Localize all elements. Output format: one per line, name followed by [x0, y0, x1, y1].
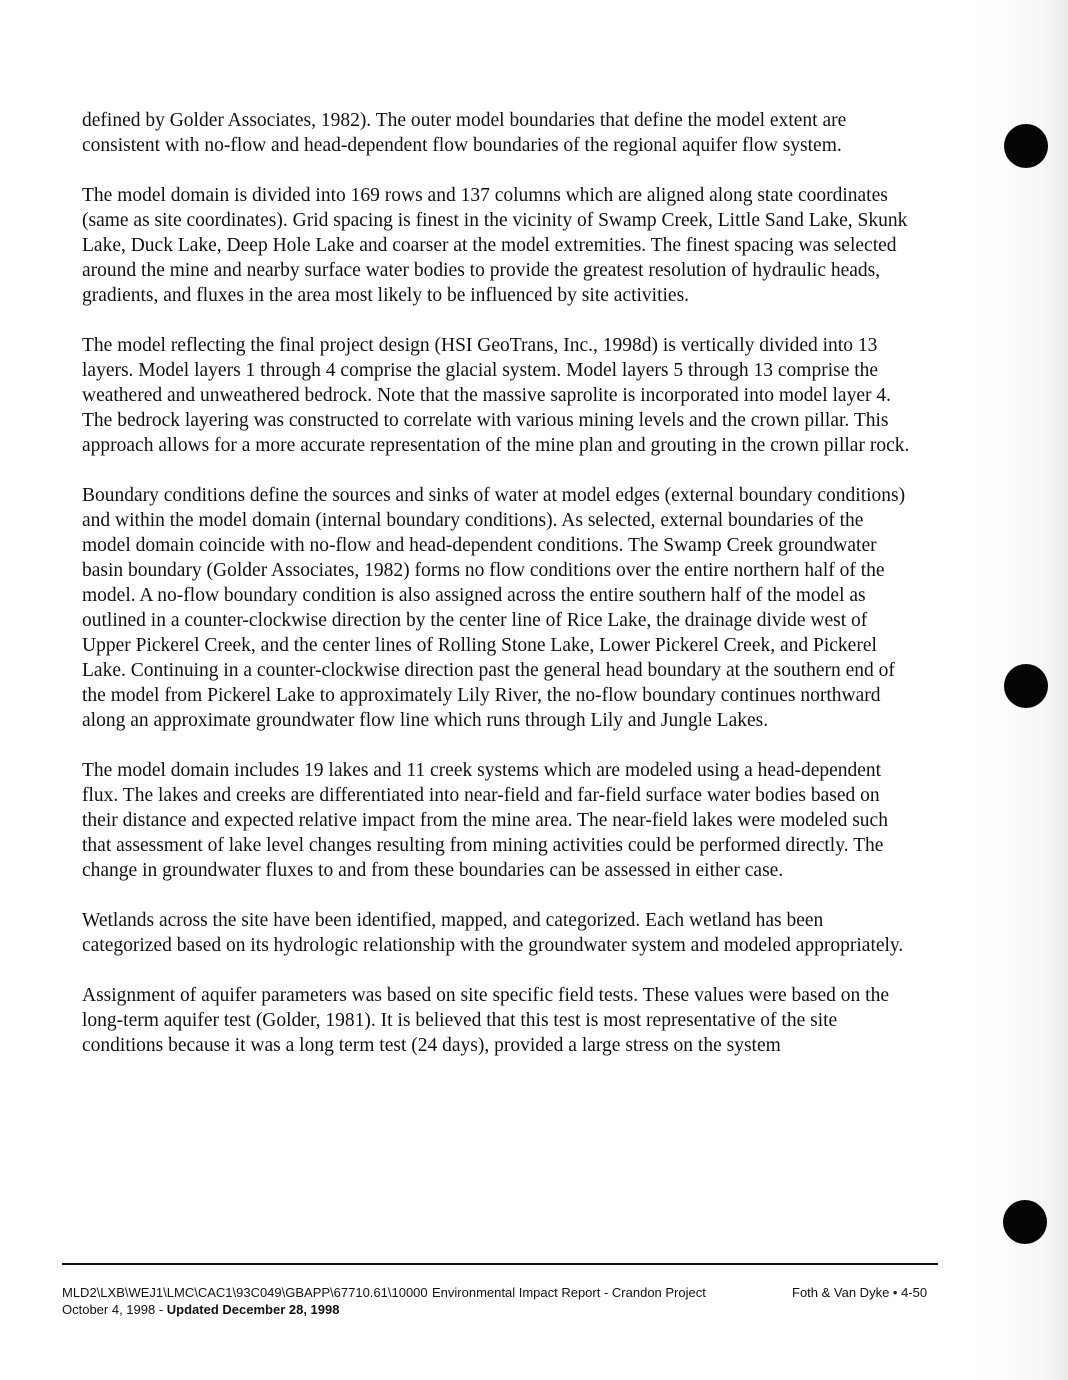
- footer-date-line: [62, 1301, 339, 1318]
- paragraph-lakes-creeks: The model domain includes 19 lakes and 11 creek systems which are modeled using a head-dependent flux. The lakes and creeks are differentiated into near-field and far-field surface water bodies based on their distance and expected relative impact from the mine area. The near-field lakes were modeled such that assessment of lake level changes resulting from mining activities could be performed directly. The change in groundwater fluxes to and from these boundaries can be assessed in either case.: [82, 760, 888, 881]
- paragraph-wetlands: Wetlands across the site have been identified, mapped, and categorized. Each wetland has been categorized based on its hydrologic relationship with the groundwater system and modeled appropriately.: [82, 910, 904, 956]
- paragraph-boundary-conditions: Boundary conditions define the sources and sinks of water at model edges (external boundary conditions) and within the model domain (internal boundary conditions). As selected, external boundaries of the model domain coincide with no-flow and head-dependent conditions. The Swamp Creek groundwater basin boundary (Golder Associates, 1982) forms no flow conditions over the entire northern half of the model. A no-flow boundary condition is also assigned across the entire southern half of the model as outlined in a counter-clockwise direction by the center line of Rice Lake, the drainage divide west of Upper Pickerel Creek, and the center lines of Rolling Stone Lake, Lower Pickerel Creek, and Pickerel Lake. Continuing in a counter-clockwise direction past the general head boundary at the southern end of the model from Pickerel Lake to approximately Lily River, the no-flow boundary continues northward along an approximate groundwater flow line which runs through Lily and Jungle Lakes.: [82, 485, 906, 731]
- footer-file-path: MLD2\LXB\WEJ1\LMC\CAC1\93C049\GBAPP\67710.61\10000: [62, 1285, 428, 1300]
- footer-updated-date: Updated December 28, 1998: [166, 1302, 340, 1317]
- footer-row-top: [62, 1284, 942, 1301]
- paragraph-model-grid: The model domain is divided into 169 rows and 137 columns which are aligned along state coordinates (same as site coordinates). Grid spacing is finest in the vicinity of Swamp Creek, Little Sand Lake, Skunk Lake, Duck Lake, Deep Hole Lake and coarser at the model extremities. The finest spacing was selected around the mine and nearby surface water bodies to provide the greatest resolution of hydraulic heads, gradients, and fluxes in the area most likely to be influenced by site activities.: [82, 185, 908, 306]
- footer-rule: [62, 1263, 938, 1265]
- paragraph-aquifer-parameters: Assignment of aquifer parameters was based on site specific field tests. These values were based on the long-term aquifer test (Golder, 1981). It is believed that this test is most representative of the site conditions because it was a long term test (24 days), provided a large stress on the system: [82, 985, 890, 1056]
- footer-date: October 4, 1998 -: [62, 1302, 167, 1317]
- page-footer: [62, 1284, 942, 1318]
- body-text: [82, 108, 912, 1083]
- footer-company-page-number: Foth & Van Dyke • 4-50: [792, 1285, 928, 1300]
- paragraph-model-layers: The model reflecting the final project design (HSI GeoTrans, Inc., 1998d) is vertically divided into 13 layers. Model layers 1 through 4 comprise the glacial system. Model layers 5 through 13 comprise the weathered and unweathered bedrock. Note that the massive saprolite is incorporated into model layer 4. The bedrock layering was constructed to correlate with various mining levels and the crown pillar. This approach allows for a more accurate representation of the mine plan and grouting in the crown pillar rock.: [82, 335, 910, 456]
- footer-row-bottom: [62, 1301, 942, 1318]
- footer-report-title: Environmental Impact Report - Crandon Project: [432, 1285, 706, 1300]
- binder-hole-bottom: [1003, 1200, 1047, 1244]
- binder-hole-top: [1004, 124, 1048, 168]
- paragraph-model-extent: defined by Golder Associates, 1982). The outer model boundaries that define the model extent are consistent with no-flow and head-dependent flow boundaries of the regional aquifer flow system.: [82, 110, 847, 156]
- binder-hole-middle: [1004, 664, 1048, 708]
